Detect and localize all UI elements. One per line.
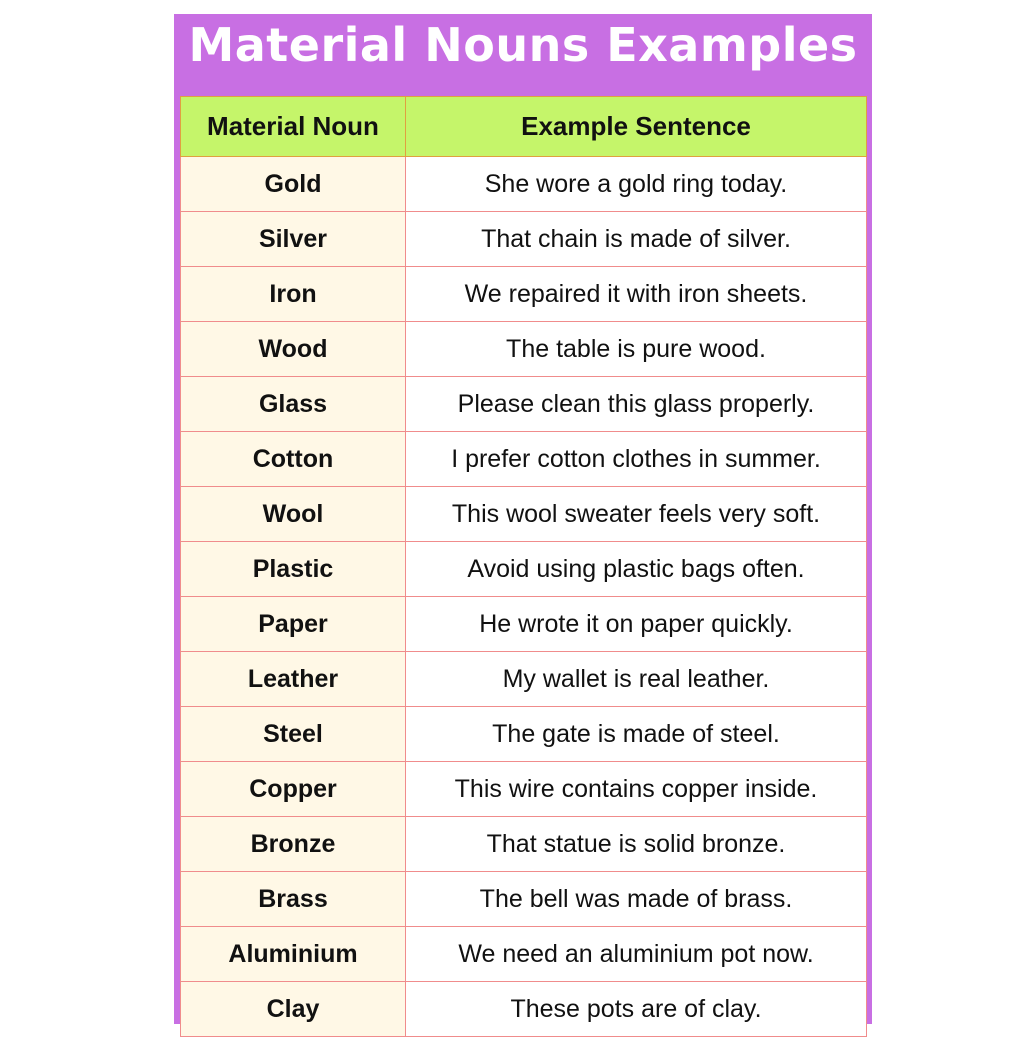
chart-panel: [174, 14, 872, 1024]
sentence-cell: These pots are of clay.: [406, 982, 867, 1037]
noun-cell: Copper: [181, 762, 406, 817]
noun-cell: Aluminium: [181, 927, 406, 982]
sentence-cell: He wrote it on paper quickly.: [406, 597, 867, 652]
table-row: [181, 267, 867, 322]
header-material-noun: Material Noun: [181, 97, 406, 157]
sentence-cell: The table is pure wood.: [406, 322, 867, 377]
noun-cell: Gold: [181, 157, 406, 212]
table-row: [181, 212, 867, 267]
table-row: [181, 377, 867, 432]
table-row: [181, 597, 867, 652]
page-title: Material Nouns Examples: [188, 18, 858, 72]
sentence-cell: That chain is made of silver.: [406, 212, 867, 267]
sentence-cell: I prefer cotton clothes in summer.: [406, 432, 867, 487]
sentence-cell: This wire contains copper inside.: [406, 762, 867, 817]
sentence-cell: Avoid using plastic bags often.: [406, 542, 867, 597]
table-row: [181, 542, 867, 597]
noun-cell: Plastic: [181, 542, 406, 597]
sentence-cell: We repaired it with iron sheets.: [406, 267, 867, 322]
sentence-cell: My wallet is real leather.: [406, 652, 867, 707]
material-nouns-table: [180, 96, 867, 1037]
sentence-cell: We need an aluminium pot now.: [406, 927, 867, 982]
noun-cell: Silver: [181, 212, 406, 267]
noun-cell: Leather: [181, 652, 406, 707]
sentence-cell: That statue is solid bronze.: [406, 817, 867, 872]
sentence-cell: The gate is made of steel.: [406, 707, 867, 762]
table-row: [181, 817, 867, 872]
sentence-cell: She wore a gold ring today.: [406, 157, 867, 212]
table-row: [181, 487, 867, 542]
noun-cell: Iron: [181, 267, 406, 322]
sentence-cell: Please clean this glass properly.: [406, 377, 867, 432]
noun-cell: Glass: [181, 377, 406, 432]
noun-cell: Bronze: [181, 817, 406, 872]
noun-cell: Paper: [181, 597, 406, 652]
table-header-row: [181, 97, 867, 157]
table-row: [181, 982, 867, 1037]
table-row: [181, 652, 867, 707]
table-row: [181, 432, 867, 487]
noun-cell: Steel: [181, 707, 406, 762]
table-row: [181, 157, 867, 212]
table-row: [181, 322, 867, 377]
table-row: [181, 872, 867, 927]
noun-cell: Wool: [181, 487, 406, 542]
noun-cell: Wood: [181, 322, 406, 377]
noun-cell: Clay: [181, 982, 406, 1037]
table-row: [181, 927, 867, 982]
sentence-cell: This wool sweater feels very soft.: [406, 487, 867, 542]
sentence-cell: The bell was made of brass.: [406, 872, 867, 927]
noun-cell: Cotton: [181, 432, 406, 487]
table-row: [181, 762, 867, 817]
header-example-sentence: Example Sentence: [406, 97, 867, 157]
table-row: [181, 707, 867, 762]
noun-cell: Brass: [181, 872, 406, 927]
